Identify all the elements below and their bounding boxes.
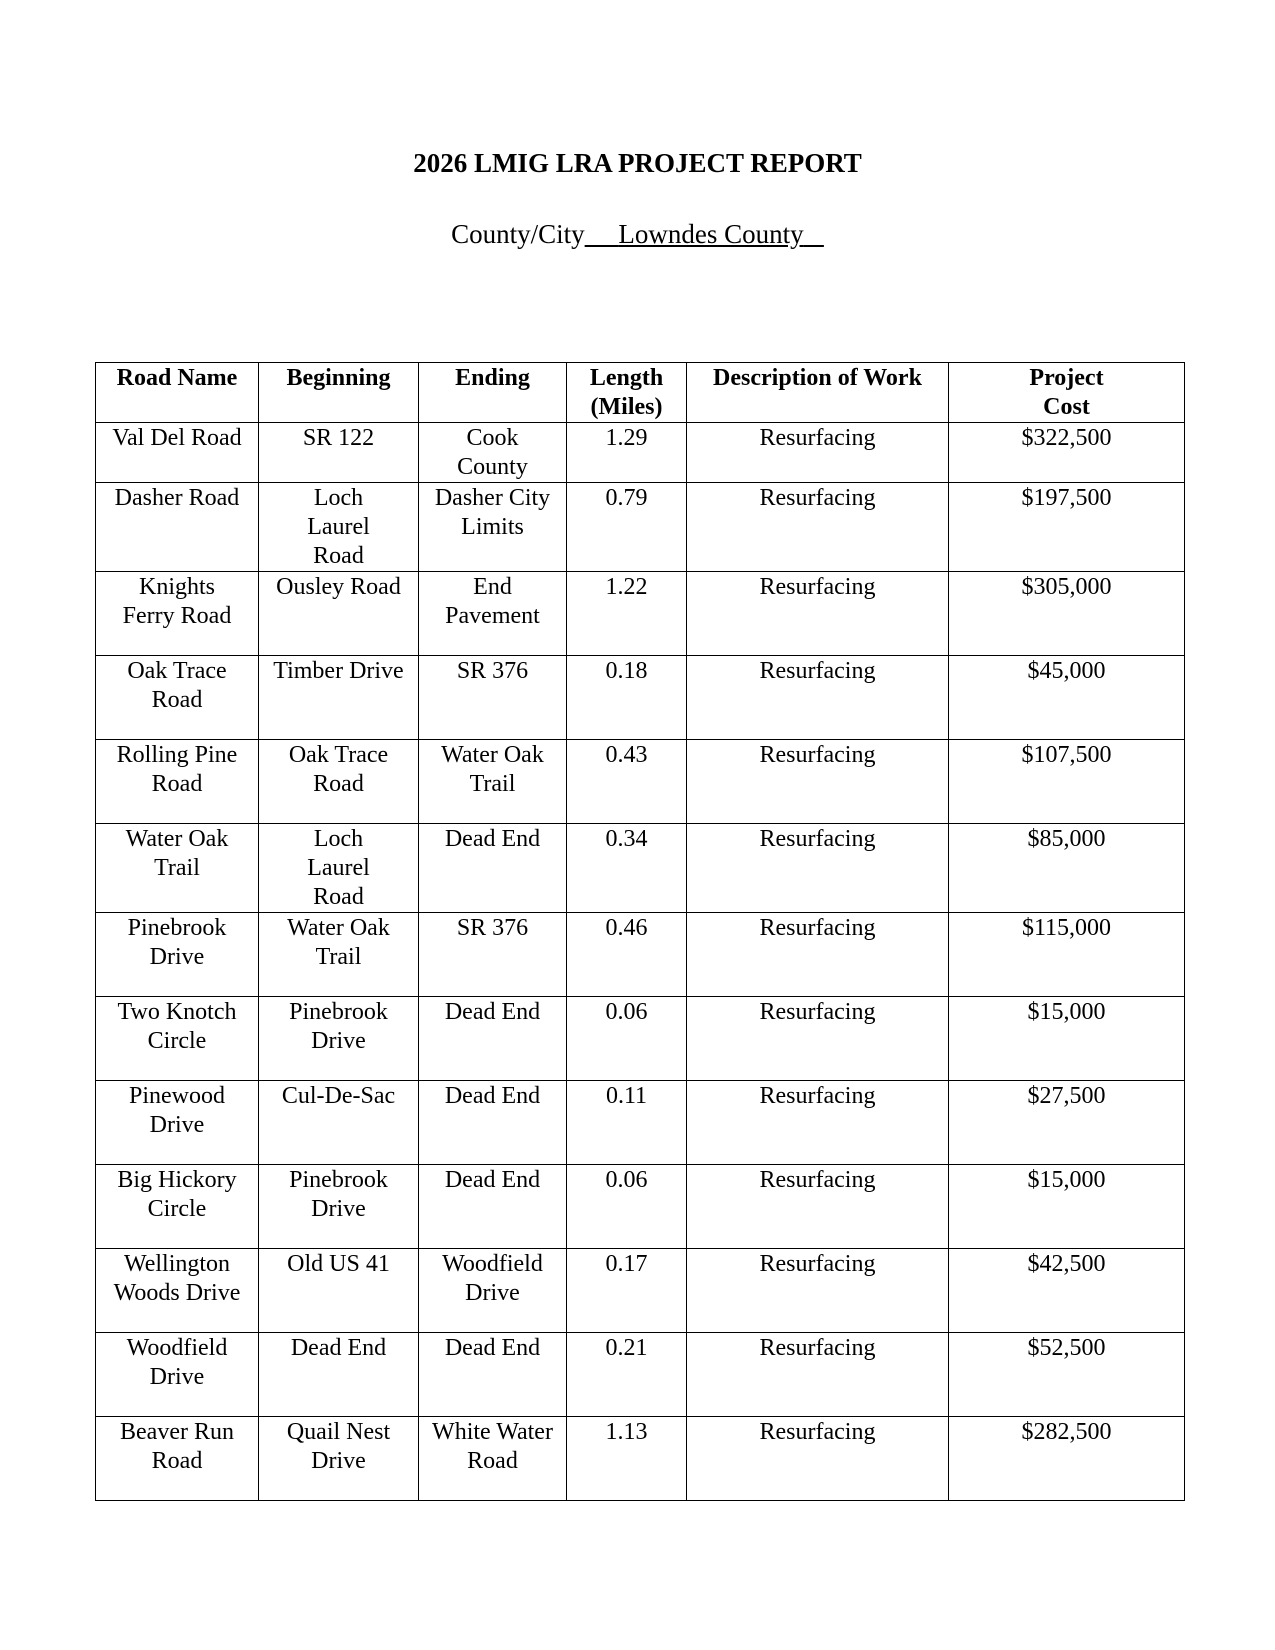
cell-beginning: Loch Laurel Road	[259, 483, 419, 572]
cell-ending: Water Oak Trail	[419, 740, 567, 824]
cell-description: Resurfacing	[687, 656, 949, 740]
cell-road-name: Oak Trace Road	[96, 656, 259, 740]
cell-length: 0.06	[567, 1165, 687, 1249]
cell-beginning: Water Oak Trail	[259, 913, 419, 997]
county-label: County/City	[451, 219, 585, 249]
table-row	[96, 740, 1185, 824]
cell-beginning: Cul-De-Sac	[259, 1081, 419, 1165]
cell-road-name: Val Del Road	[96, 423, 259, 483]
cell-ending: Dead End	[419, 1165, 567, 1249]
cell-description: Resurfacing	[687, 1333, 949, 1417]
table-row	[96, 656, 1185, 740]
cell-description: Resurfacing	[687, 1081, 949, 1165]
cell-road-name: Woodfield Drive	[96, 1333, 259, 1417]
cell-description: Resurfacing	[687, 1417, 949, 1501]
table-row	[96, 1081, 1185, 1165]
cell-beginning: Oak Trace Road	[259, 740, 419, 824]
cell-project-cost: $15,000	[949, 1165, 1185, 1249]
cell-road-name: Dasher Road	[96, 483, 259, 572]
header-ending: Ending	[419, 363, 567, 423]
cell-description: Resurfacing	[687, 572, 949, 656]
table-row	[96, 1333, 1185, 1417]
cell-ending: Dead End	[419, 1081, 567, 1165]
cell-length: 0.06	[567, 997, 687, 1081]
cell-description: Resurfacing	[687, 824, 949, 913]
cell-length: 1.29	[567, 423, 687, 483]
table-row	[96, 1249, 1185, 1333]
cell-project-cost: $52,500	[949, 1333, 1185, 1417]
cell-road-name: Big Hickory Circle	[96, 1165, 259, 1249]
table-row	[96, 423, 1185, 483]
cell-project-cost: $322,500	[949, 423, 1185, 483]
cell-project-cost: $115,000	[949, 913, 1185, 997]
cell-project-cost: $305,000	[949, 572, 1185, 656]
cell-beginning: Pinebrook Drive	[259, 1165, 419, 1249]
cell-beginning: Pinebrook Drive	[259, 997, 419, 1081]
cell-beginning: SR 122	[259, 423, 419, 483]
table-row	[96, 997, 1185, 1081]
cell-description: Resurfacing	[687, 423, 949, 483]
cell-length: 0.11	[567, 1081, 687, 1165]
cell-road-name: Wellington Woods Drive	[96, 1249, 259, 1333]
cell-description: Resurfacing	[687, 997, 949, 1081]
header-project-cost: Project Cost	[949, 363, 1185, 423]
cell-description: Resurfacing	[687, 913, 949, 997]
cell-project-cost: $45,000	[949, 656, 1185, 740]
cell-project-cost: $107,500	[949, 740, 1185, 824]
table-header-row	[96, 363, 1185, 423]
header-road-name: Road Name	[96, 363, 259, 423]
cell-length: 0.79	[567, 483, 687, 572]
cell-ending: Dasher City Limits	[419, 483, 567, 572]
county-name: Lowndes County	[618, 219, 804, 249]
cell-ending: SR 376	[419, 913, 567, 997]
header-beginning: Beginning	[259, 363, 419, 423]
cell-beginning: Timber Drive	[259, 656, 419, 740]
cell-length: 0.18	[567, 656, 687, 740]
cell-description: Resurfacing	[687, 483, 949, 572]
cell-ending: End Pavement	[419, 572, 567, 656]
cell-length: 0.34	[567, 824, 687, 913]
cell-description: Resurfacing	[687, 1249, 949, 1333]
cell-road-name: Pinewood Drive	[96, 1081, 259, 1165]
county-value	[585, 218, 824, 250]
cell-ending: Cook County	[419, 423, 567, 483]
cell-beginning: Old US 41	[259, 1249, 419, 1333]
cell-beginning: Dead End	[259, 1333, 419, 1417]
cell-road-name: Beaver Run Road	[96, 1417, 259, 1501]
table-row	[96, 483, 1185, 572]
cell-ending: Dead End	[419, 824, 567, 913]
table-row	[96, 1165, 1185, 1249]
cell-project-cost: $42,500	[949, 1249, 1185, 1333]
cell-length: 0.43	[567, 740, 687, 824]
cell-ending: White Water Road	[419, 1417, 567, 1501]
cell-road-name: Water Oak Trail	[96, 824, 259, 913]
cell-project-cost: $85,000	[949, 824, 1185, 913]
cell-beginning: Ousley Road	[259, 572, 419, 656]
cell-road-name: Pinebrook Drive	[96, 913, 259, 997]
cell-road-name: Rolling Pine Road	[96, 740, 259, 824]
cell-project-cost: $27,500	[949, 1081, 1185, 1165]
cell-beginning: Quail Nest Drive	[259, 1417, 419, 1501]
page-title: 2026 LMIG LRA PROJECT REPORT	[413, 148, 862, 178]
cell-road-name: Two Knotch Circle	[96, 997, 259, 1081]
cell-ending: Dead End	[419, 1333, 567, 1417]
cell-length: 1.13	[567, 1417, 687, 1501]
cell-description: Resurfacing	[687, 1165, 949, 1249]
cell-description: Resurfacing	[687, 740, 949, 824]
cell-length: 0.21	[567, 1333, 687, 1417]
header-description: Description of Work	[687, 363, 949, 423]
header-length: Length (Miles)	[567, 363, 687, 423]
cell-length: 0.17	[567, 1249, 687, 1333]
cell-project-cost: $197,500	[949, 483, 1185, 572]
table-row	[96, 572, 1185, 656]
table-row	[96, 1417, 1185, 1501]
cell-ending: SR 376	[419, 656, 567, 740]
cell-road-name: Knights Ferry Road	[96, 572, 259, 656]
table-row	[96, 913, 1185, 997]
cell-length: 0.46	[567, 913, 687, 997]
cell-ending: Woodfield Drive	[419, 1249, 567, 1333]
cell-project-cost: $282,500	[949, 1417, 1185, 1501]
county-city-line	[0, 218, 1275, 250]
project-table	[95, 362, 1185, 1501]
cell-beginning: Loch Laurel Road	[259, 824, 419, 913]
cell-ending: Dead End	[419, 997, 567, 1081]
cell-length: 1.22	[567, 572, 687, 656]
cell-project-cost: $15,000	[949, 997, 1185, 1081]
table-row	[96, 824, 1185, 913]
